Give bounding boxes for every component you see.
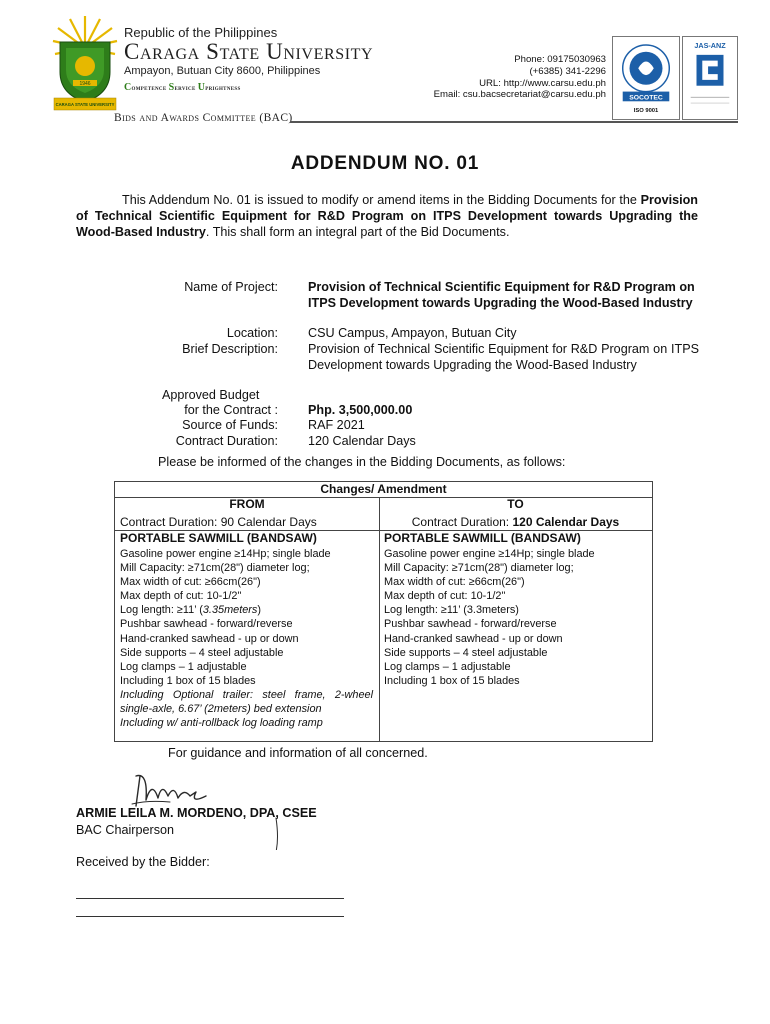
university-address: Ampayon, Butuan City 8600, Philippines: [124, 65, 321, 77]
spec-item: Max depth of cut: 10-1/2": [384, 590, 506, 603]
to-spec-list: [384, 547, 646, 688]
location-label: Location:: [226, 326, 278, 340]
location-value: CSU Campus, Ampayon, Butuan City: [308, 326, 517, 340]
contact-phone-2: (+6385) 341-2296: [529, 65, 606, 77]
intro-paragraph: This Addendum No. 01 is issued to modify or amend items in the Bidding Documents for the Provision of Technical Scientific Equipment for R&D Program on ITPS Development towards Upgrading the Wood-Based Industry. This shall form an integral part of the Bid Documents.: [76, 193, 698, 239]
socotec-certification-badge: [612, 36, 680, 120]
jas-anz-label: JAS-ANZ: [694, 41, 726, 51]
republic-line: Republic of the Philippines: [124, 25, 278, 40]
header-divider: [290, 121, 738, 123]
guidance-line: For guidance and information of all concerned.: [168, 746, 428, 760]
from-spec-list: [120, 547, 373, 730]
brief-description-label: Brief Description:: [182, 342, 278, 356]
changes-intro: Please be informed of the changes in the Bidding Documents, as follows:: [158, 455, 566, 469]
contact-email: Email: csu.bacsecretariat@carsu.edu.ph: [433, 89, 606, 101]
changes-table-heading: Changes/ Amendment: [320, 482, 447, 496]
spec-item: Log length: ≥11’ (3.35meters): [120, 604, 261, 617]
university-seal-logo: [52, 14, 118, 114]
project-name-value: Provision of Technical Scientific Equipment for R&D Program on ITPS Development towards Upgrading the Wood-Based Industry: [308, 280, 695, 310]
spec-item: Hand-cranked sawhead - up or down: [384, 632, 563, 645]
bidder-signature-line: [76, 898, 344, 899]
from-column-header: FROM: [229, 497, 265, 511]
project-name-label: Name of Project:: [184, 280, 278, 294]
spec-item: Including 1 box of 15 blades: [120, 674, 256, 687]
source-of-funds-label: Source of Funds:: [182, 418, 278, 432]
spec-item: Mill Capacity: ≥71cm(28") diameter log;: [120, 562, 310, 575]
budget-label-line-2: for the Contract :: [184, 403, 278, 417]
to-contract-duration: Contract Duration: 120 Calendar Days: [411, 515, 620, 529]
spec-item: Pushbar sawhead - forward/reverse: [384, 618, 557, 631]
spec-item: Gasoline power engine ≥14Hp; single blade: [120, 548, 331, 560]
spec-item: Log length: ≥11’ (3.3meters): [384, 604, 519, 617]
spec-item: Log clamps – 1 adjustable: [120, 660, 247, 673]
budget-value: Php. 3,500,000.00: [308, 403, 413, 417]
column-divider: [379, 497, 380, 741]
to-column-header: TO: [507, 497, 524, 511]
university-motto: Competence Service Uprightness: [124, 82, 241, 93]
university-name: Caraga State University: [124, 39, 374, 64]
received-by-label: Received by the Bidder:: [76, 855, 210, 869]
spec-item: Pushbar sawhead - forward/reverse: [120, 618, 293, 631]
from-item-name: PORTABLE SAWMILL (BANDSAW): [120, 531, 317, 545]
spec-item: Side supports – 4 steel adjustable: [384, 646, 548, 659]
contact-url: URL: http://www.carsu.edu.ph: [479, 77, 606, 89]
spec-item: Max width of cut: ≥66cm(26"): [120, 576, 261, 589]
contact-phone: Phone: 09175030963: [514, 54, 606, 65]
signatory-role: BAC Chairperson: [76, 823, 174, 837]
signatory-name: ARMIE LEILA M. MORDENO, DPA, CSEE: [76, 806, 317, 820]
addendum-title: ADDENDUM NO. 01: [290, 153, 480, 174]
contact-block: [390, 54, 606, 101]
spec-item: Log clamps – 1 adjustable: [384, 660, 511, 673]
to-item-name: PORTABLE SAWMILL (BANDSAW): [384, 531, 581, 545]
spec-item-loading-ramp: Including w/ anti-rollback log loading ramp: [120, 717, 323, 730]
contract-duration-value: 120 Calendar Days: [308, 434, 416, 448]
project-name-inline: Provision of Technical Scientific Equipment for R&D Program on ITPS Development towards Upgrading the Wood-Based Industry: [76, 193, 698, 239]
source-of-funds-value: RAF 2021: [308, 418, 365, 432]
spec-item: Gasoline power engine ≥14Hp; single blade: [384, 548, 595, 560]
seal-year: 1946: [79, 81, 91, 87]
spec-item: Max depth of cut: 10-1/2": [120, 590, 242, 603]
spec-item: Including 1 box of 15 blades: [384, 674, 520, 687]
changes-table: [114, 481, 653, 742]
socotec-iso: ISO 9001: [633, 107, 659, 114]
brief-description-value: Provision of Technical Scientific Equipment for R&D Program on ITPS Development towards Upgrading the Wood-Based Industry: [308, 342, 699, 372]
spec-item: Mill Capacity: ≥71cm(28") diameter log;: [384, 562, 574, 575]
socotec-label: SOCOTEC: [629, 94, 663, 102]
jas-anz-accreditation-badge: [682, 36, 738, 120]
contract-duration-label: Contract Duration:: [175, 434, 278, 448]
bidder-name-line: [76, 916, 344, 917]
seal-caption: CARAGA STATE UNIVERSITY: [55, 102, 115, 107]
spec-item: Hand-cranked sawhead - up or down: [120, 632, 299, 645]
bac-committee-label: Bids and Awards Committee (BAC): [114, 112, 293, 124]
budget-label-line-1: Approved Budget: [162, 388, 260, 402]
spec-item-optional-trailer: Including Optional trailer: steel frame, 2-wheel single-axle, 6.67’ (2meters) bed extension: [120, 688, 373, 716]
spec-item: Side supports – 4 steel adjustable: [120, 646, 284, 659]
spec-item: Max width of cut: ≥66cm(26"): [384, 576, 525, 589]
from-contract-duration: Contract Duration: 90 Calendar Days: [120, 515, 317, 529]
